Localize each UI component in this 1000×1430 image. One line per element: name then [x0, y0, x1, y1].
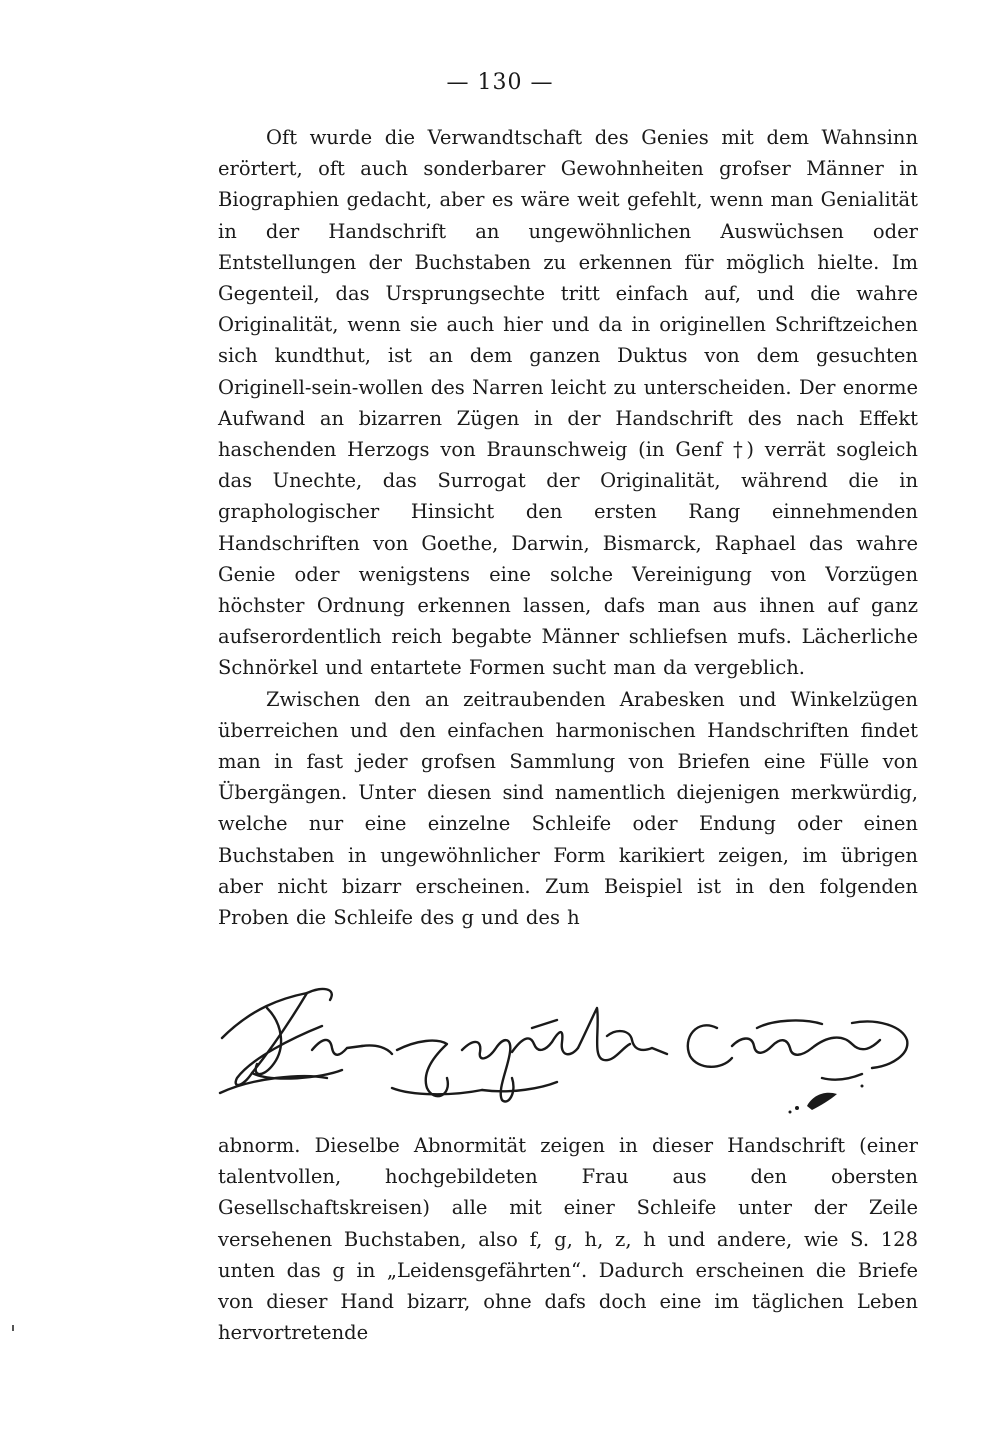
- paragraph-abnorm: abnorm. Dieselbe Abnormität zeigen in dieser Handschrift (einer talentvollen, hochgebildeten Frau aus den obersten Gesellschaftskreisen) alle mit einer Schleife unter der Zeile versehenen Buchstaben, also f, g, h, z, h und andere, wie S. 128 unten das g in „Leidensgefährten“. Dadurch erscheinen die Briefe von dieser Hand bizarr, ohne dafs doch eine im täglichen Leben hervortretende: [218, 1134, 918, 1345]
- handwriting-sample-image: [212, 978, 932, 1128]
- body-text-lower: [218, 1130, 918, 1348]
- page-number: — 130 —: [446, 70, 554, 95]
- scan-mark: [12, 1325, 14, 1331]
- paragraph-transitions: Zwischen den an zeitraubenden Arabesken und Winkelzügen überreichen und den einfachen harmonischen Handschriften findet man in fast jeder grofsen Sammlung von Briefen eine Fülle von Übergängen. Unter diesen sind namentlich diejenigen merkwürdig, welche nur eine einzelne Schleife oder Endung oder einen Buchstaben in ungewöhnlicher Form karikiert zeigen, im übrigen aber nicht bizarr erscheinen. Zum Beispiel ist in den folgenden Proben die Schleife des g und des h: [218, 687, 918, 930]
- paragraph-genius: Oft wurde die Verwandtschaft des Genies mit dem Wahnsinn erörtert, oft auch sonderbarer Gewohnheiten grofser Männer in Biographien gedacht, aber es wäre weit gefehlt, wenn man Genialität in der Handschrift an ungewöhnlichen Auswüchsen oder Entstellungen der Buchstaben zu erkennen für möglich hielte. Im Gegenteil, das Ursprungsechte tritt einfach auf, und die wahre Originalität, wenn sie auch hier und da in originellen Schriftzeichen sich kundthut, ist an dem ganzen Duktus von dem gesuchten Originell-sein-wollen des Narren leicht zu unterscheiden. Der enorme Aufwand an bizarren Zügen in der Handschrift des nach Effekt haschenden Herzogs von Braunschweig (in Genf †) verrät sogleich das Unechte, das Surrogat der Originalität, während die in graphologischer Hinsicht den ersten Rang einnehmenden Handschriften von Goethe, Darwin, Bismarck, Raphael das wahre Genie oder wenigstens eine solche Vereinigung von Vorzügen höchster Ordnung erkennen lassen, dafs man aus ihnen auf ganz aufserordentlich reich begabte Männer schliefsen mufs. Lächerliche Schnörkel und entartete Formen sucht man da vergeblich.: [218, 126, 918, 680]
- body-text-upper: [218, 122, 918, 933]
